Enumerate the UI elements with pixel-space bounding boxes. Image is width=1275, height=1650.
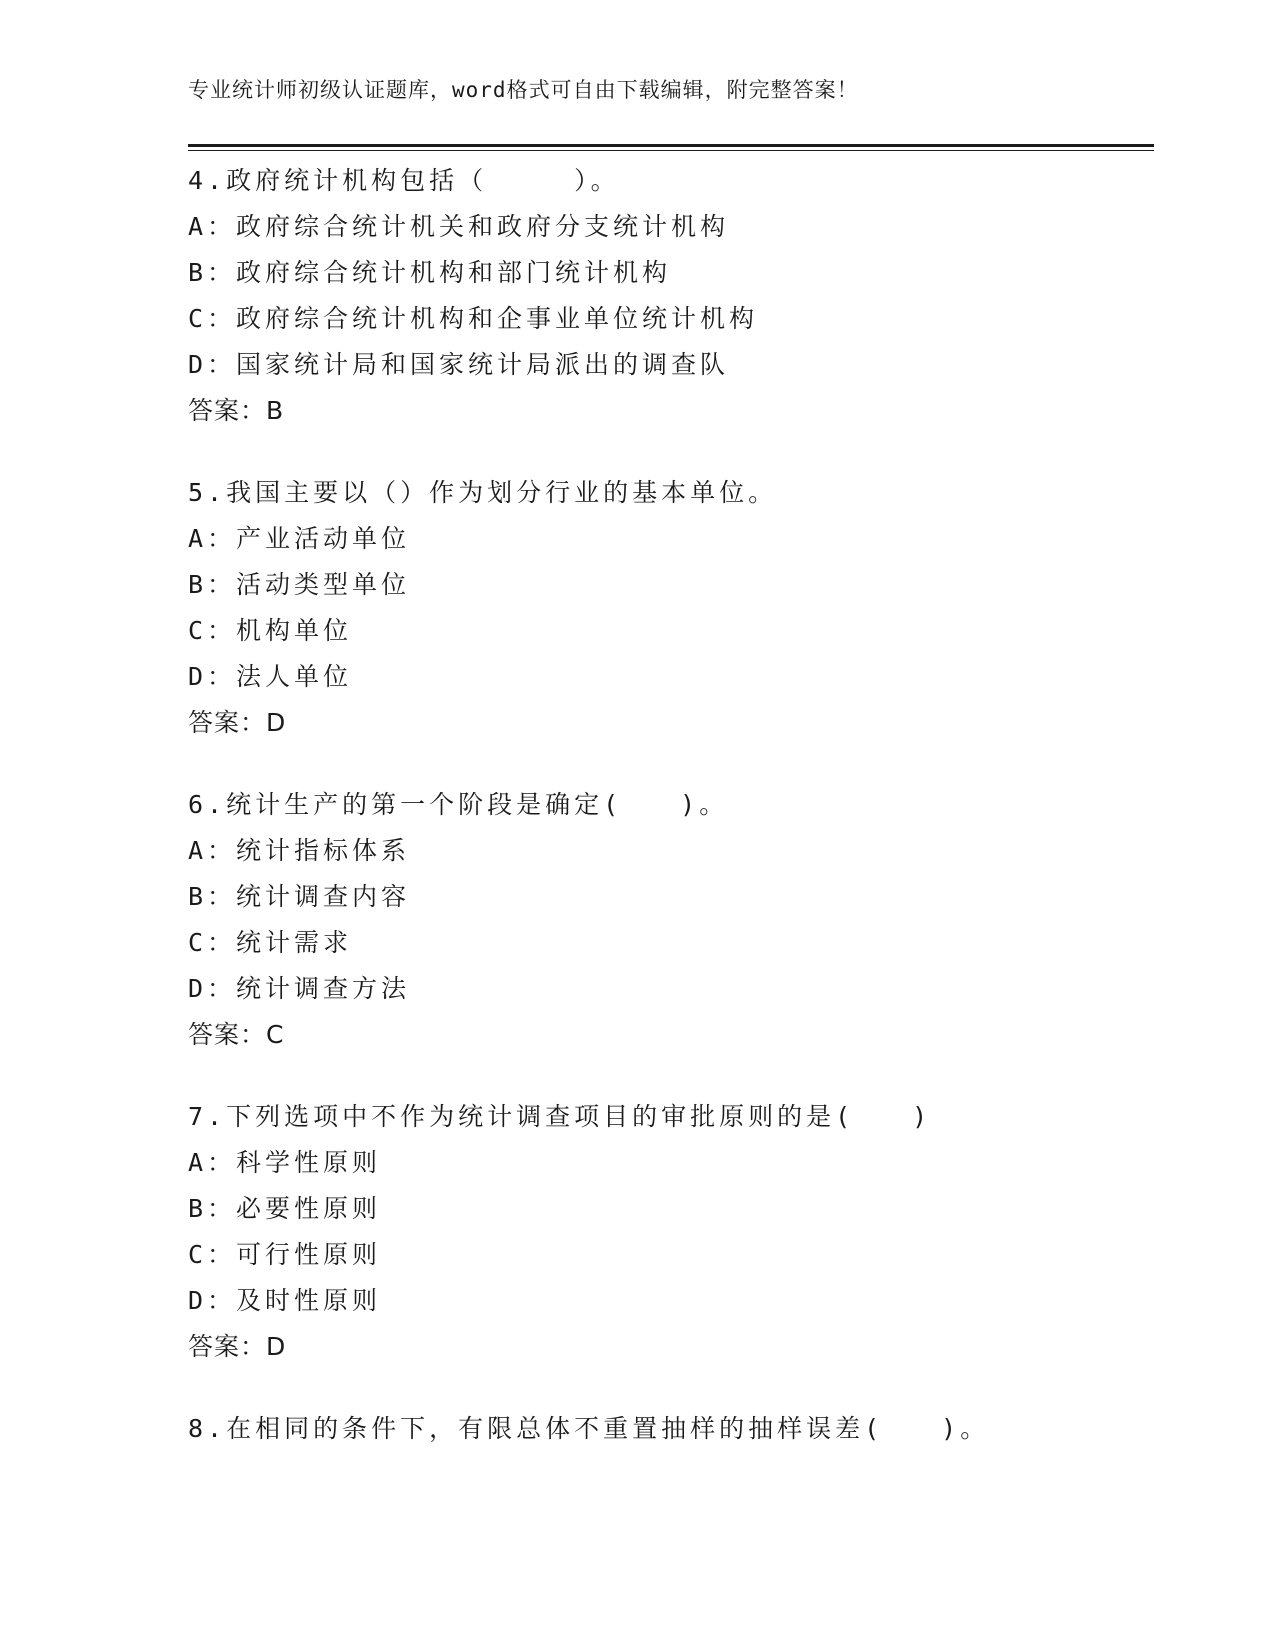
option-d: D：法人单位 [188,662,353,691]
answer: 答案：C [188,1020,285,1049]
answer: 答案：B [188,396,285,425]
question-gap [188,1058,1154,1094]
question-gap [188,1370,1154,1406]
header-rule-thick [188,144,1154,147]
question-list [188,158,1154,1452]
page-header: 专业统计师初级认证题库，word格式可自由下载编辑，附完整答案！ [188,78,859,102]
option-c: C：可行性原则 [188,1240,382,1269]
answer: 答案：D [188,1332,287,1361]
answer: 答案：D [188,708,287,737]
option-b: B：必要性原则 [188,1194,382,1223]
question-stem: 7.下列选项中不作为统计调查项目的审批原则的是( ) [188,1102,932,1131]
option-a: A：科学性原则 [188,1148,382,1177]
option-a: A：产业活动单位 [188,524,411,553]
question-stem: 4.政府统计机构包括（ ）。 [188,166,620,195]
question-stem: 8.在相同的条件下，有限总体不重置抽样的抽样误差( )。 [188,1414,990,1443]
question-8 [188,1406,1154,1452]
option-a: A：政府综合统计机关和政府分支统计机构 [188,212,730,241]
question-5 [188,470,1154,746]
question-6 [188,782,1154,1058]
option-b: B：活动类型单位 [188,570,411,599]
question-gap [188,746,1154,782]
option-c: C：机构单位 [188,616,353,645]
option-b: B：统计调查内容 [188,882,411,911]
header-rule-thin [188,150,1154,151]
option-b: B：政府综合统计机构和部门统计机构 [188,258,672,287]
option-a: A：统计指标体系 [188,836,411,865]
option-c: C：统计需求 [188,928,353,957]
question-stem: 5.我国主要以（）作为划分行业的基本单位。 [188,478,778,507]
question-7 [188,1094,1154,1370]
question-stem: 6.统计生产的第一个阶段是确定( )。 [188,790,729,819]
option-d: D：统计调查方法 [188,974,411,1003]
question-gap [188,434,1154,470]
option-d: D：国家统计局和国家统计局派出的调查队 [188,350,730,379]
option-d: D：及时性原则 [188,1286,382,1315]
option-c: C：政府综合统计机构和企事业单位统计机构 [188,304,759,333]
question-4 [188,158,1154,434]
